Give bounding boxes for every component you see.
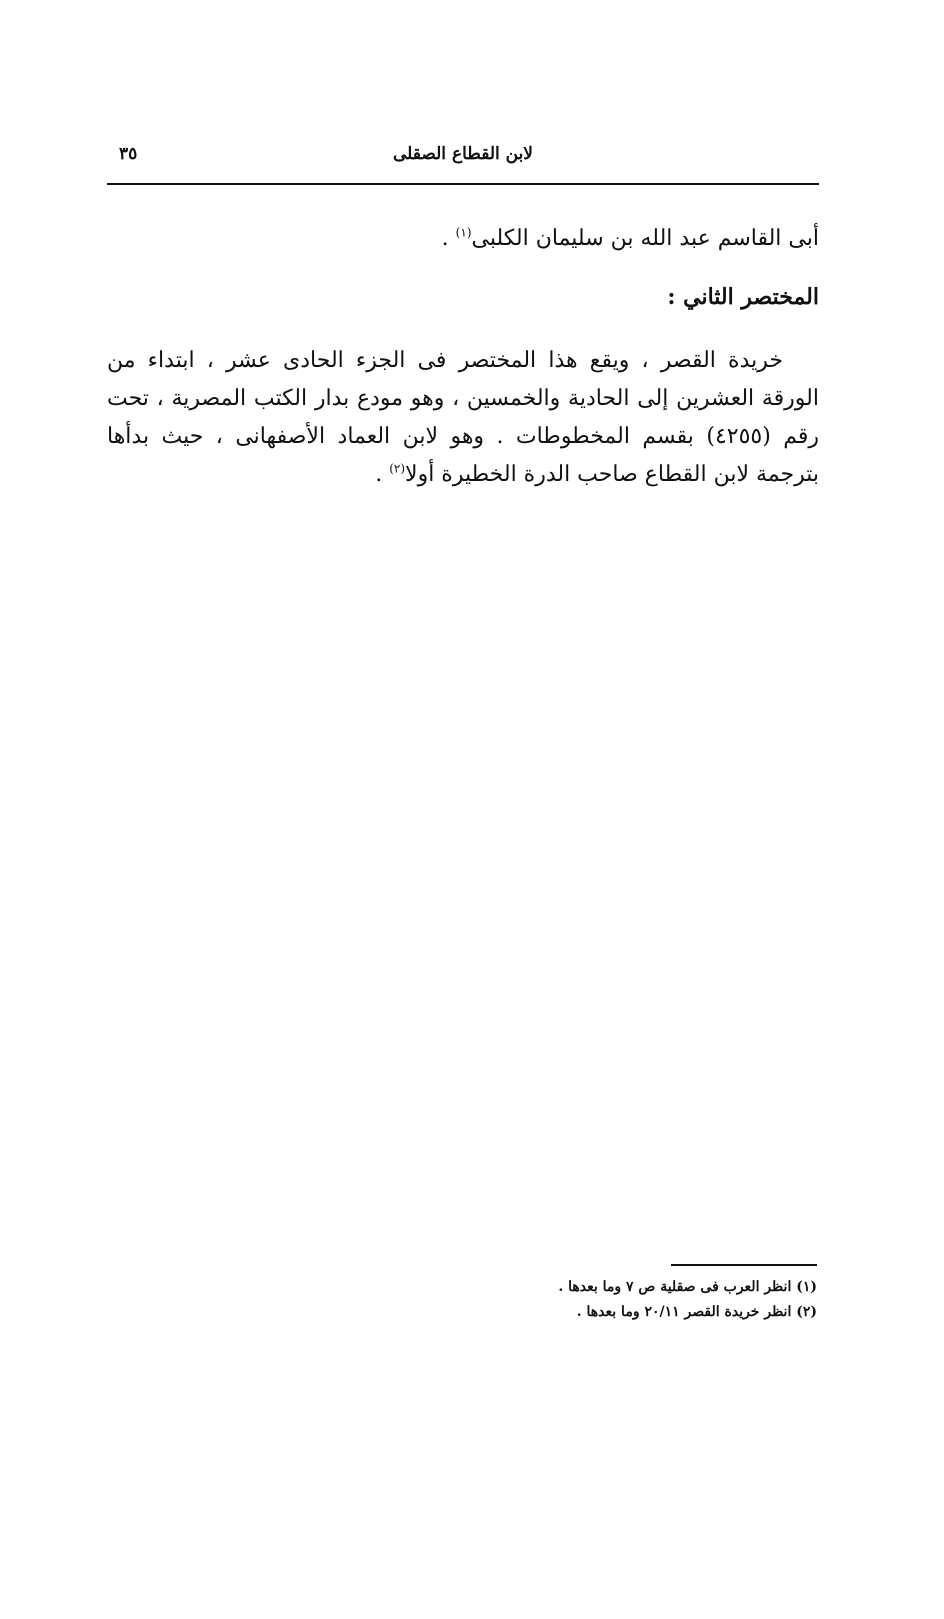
running-title: لابن القطاع الصقلى bbox=[392, 144, 534, 164]
paragraph-text: خريدة القصر ، ويقع هذا المختصر فى الجزء الحادى عشر ، ابتداء من الورقة العشرين إلى الحادية والخمسين ، وهو مودع بدار الكتب المصرية ، تحت رقم (٤٢٥٥) بقسم المخطوطات . وهو لابن العماد الأصفهانى ، حيث بدأها بترجمة لابن القطاع صاحب الدرة الخطيرة أولا bbox=[107, 348, 819, 487]
page-number: ٣٥ bbox=[119, 144, 138, 164]
footnotes bbox=[400, 1275, 817, 1325]
body-text bbox=[107, 220, 819, 494]
section-heading: المختصر الثاني : bbox=[667, 284, 819, 310]
footnote-2: (٢) انظر خريدة القصر ٢٠/١١ وما بعدها . bbox=[576, 1304, 817, 1320]
header-rule bbox=[107, 183, 819, 185]
page-header bbox=[107, 140, 819, 184]
intro-text: أبى القاسم عبد الله بن سليمان الكلبى bbox=[471, 226, 819, 251]
footnote-1: (١) انظر العرب فى صقلية ص ٧ وما بعدها . bbox=[558, 1279, 817, 1295]
main-paragraph bbox=[107, 342, 819, 494]
intro-end: . bbox=[441, 226, 456, 251]
paragraph-end: . bbox=[375, 462, 390, 487]
footnote-rule bbox=[671, 1264, 817, 1266]
footnote-ref-2: (٢) bbox=[389, 461, 406, 476]
intro-line bbox=[107, 220, 819, 258]
footnote-ref-1: (١) bbox=[455, 225, 472, 240]
